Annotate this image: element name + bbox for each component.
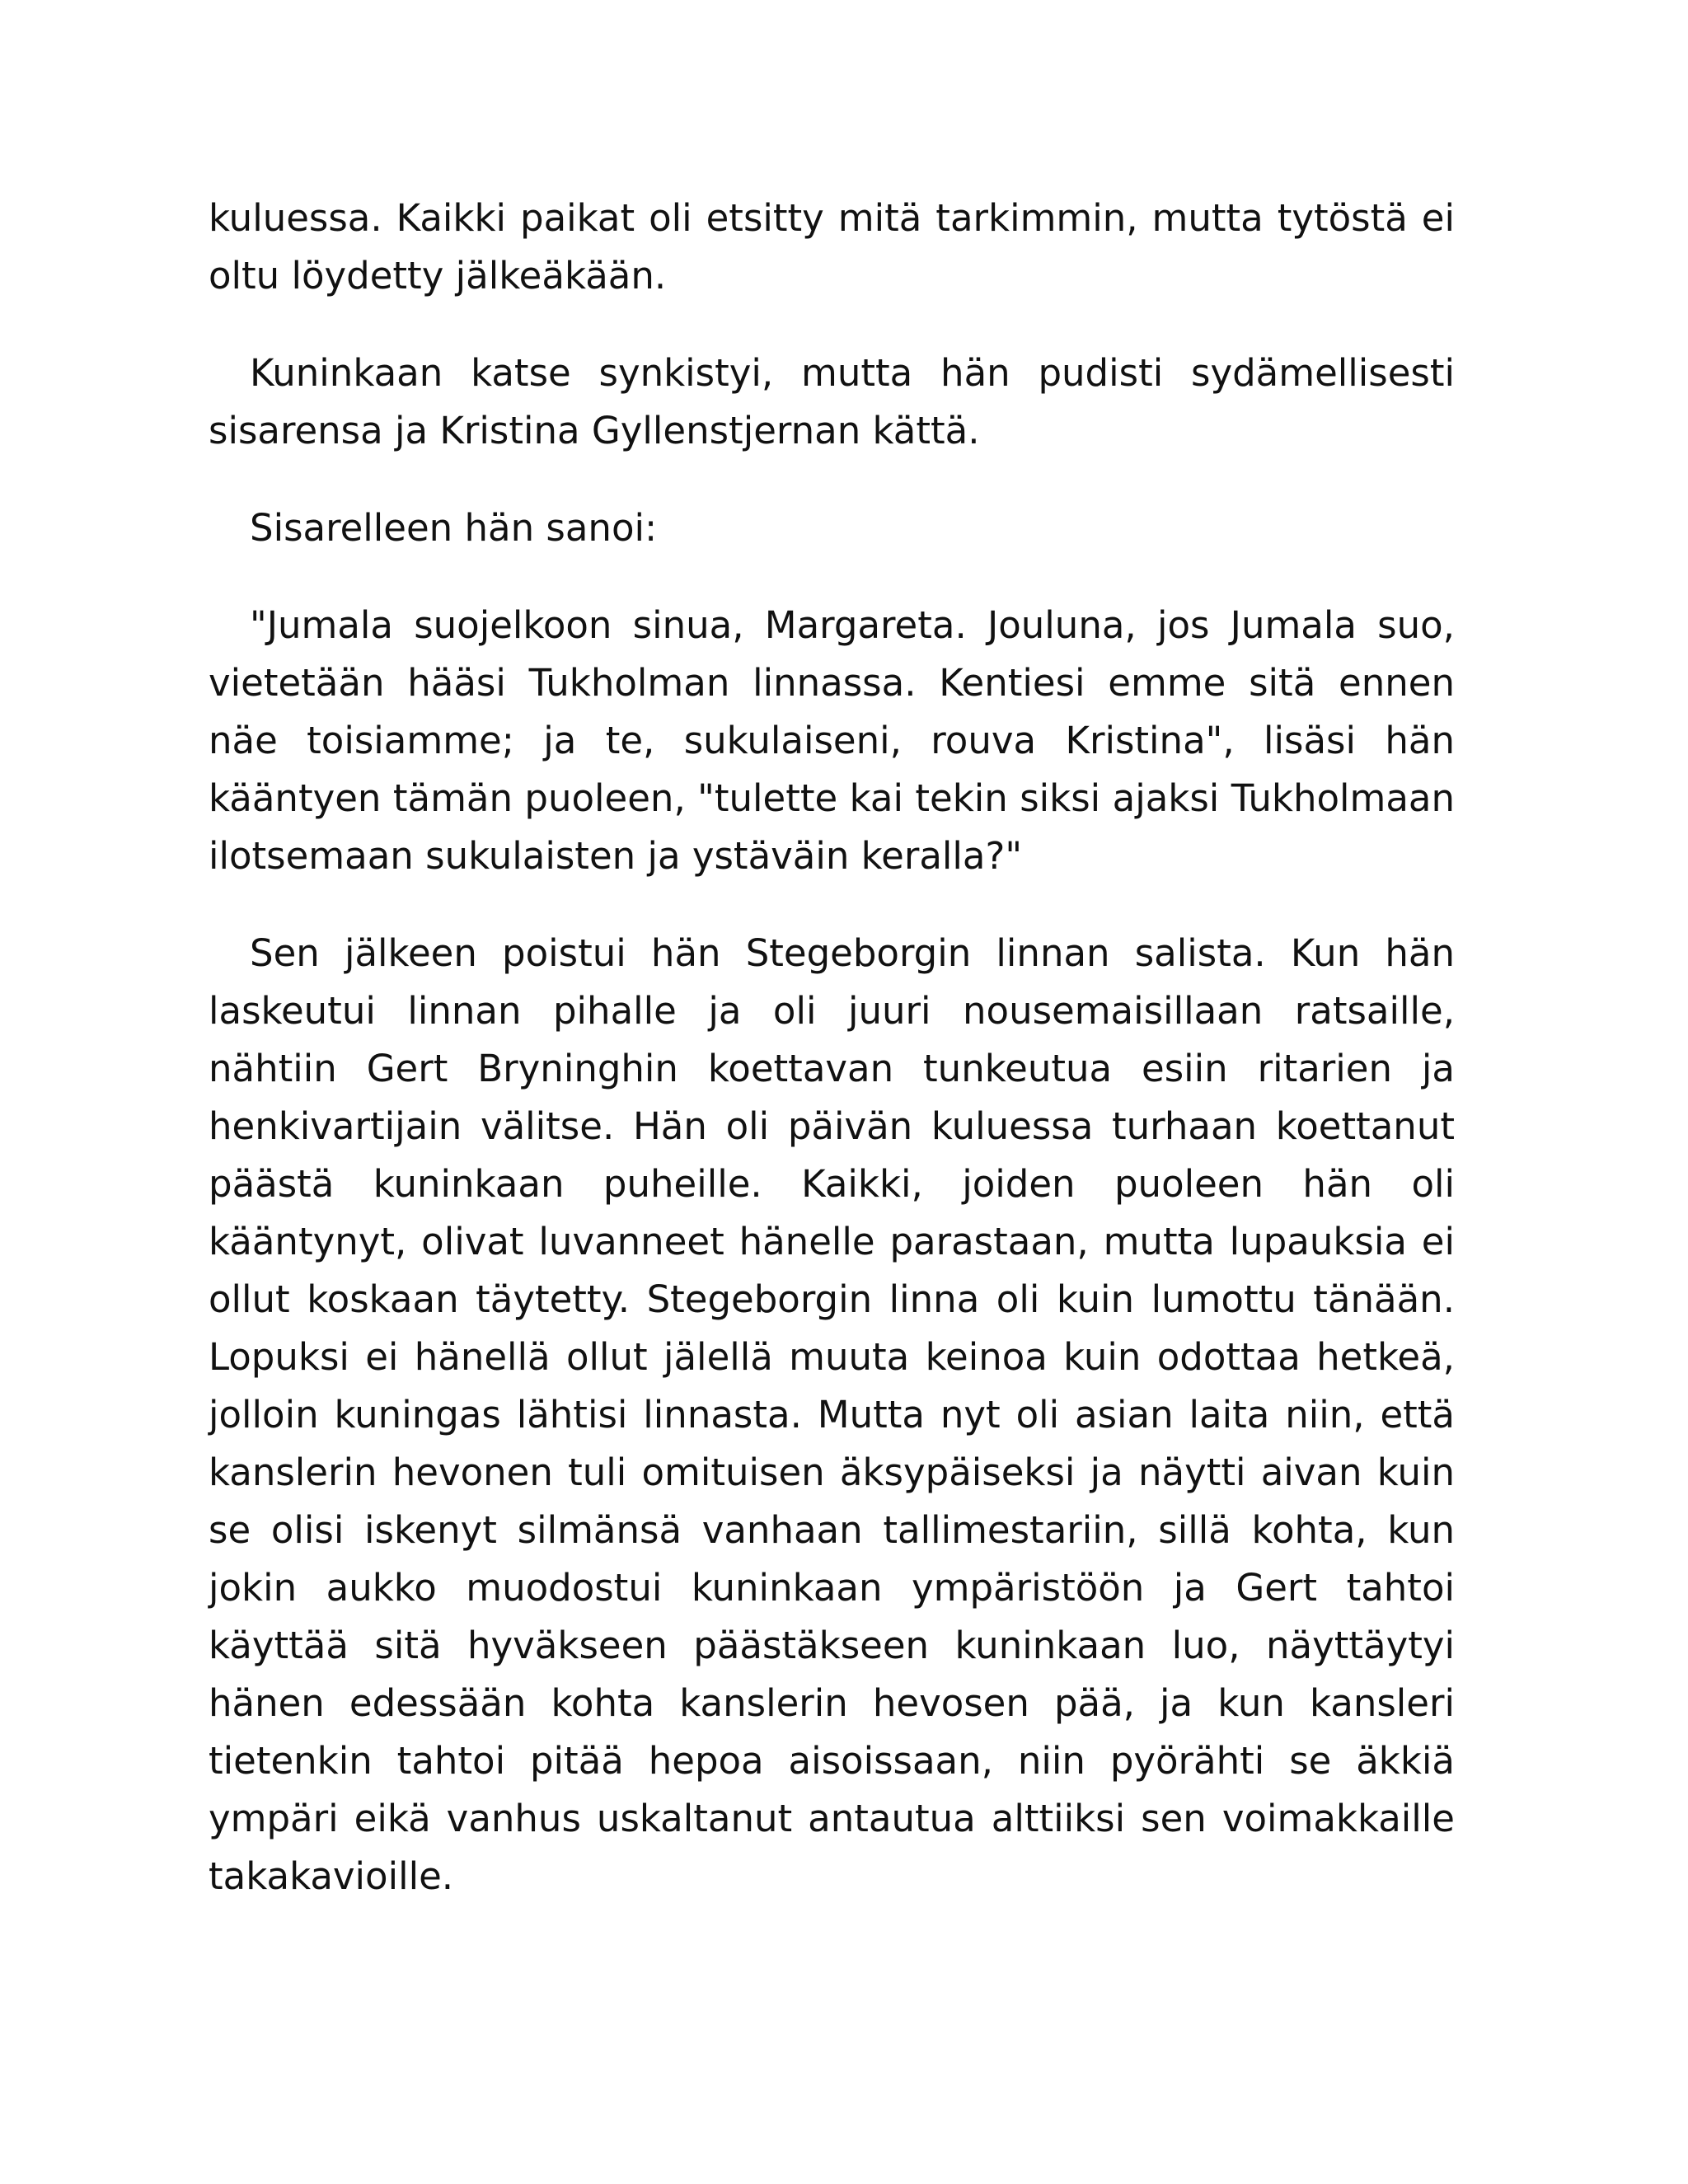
paragraph-continuation: kuluessa. Kaikki paikat oli etsitty mitä tarkimmin, mutta tytöstä ei oltu löydetty jälkeäkään. — [209, 196, 1455, 298]
paragraph: Kuninkaan katse synkistyi, mutta hän pudisti sydämellisesti sisarensa ja Kristina Gyllenstjernan kättä. — [209, 351, 1455, 452]
paragraph-dialogue: "Jumala suojelkoon sinua, Margareta. Jouluna, jos Jumala suo, vietetään hääsi Tukholman linnassa. Kentiesi emme sitä ennen näe toisiamme; ja te, sukulaiseni, rouva Kristina", lisäsi hän kääntyen tämän puoleen, "tulette kai tekin siksi ajaksi Tukholmaan ilotsemaan sukulaisten ja ystäväin keralla?" — [209, 603, 1455, 878]
paragraph: Sen jälkeen poistui hän Stegeborgin linnan salista. Kun hän laskeutui linnan pihalle ja oli juuri nousemaisillaan ratsaille, nähtiin Gert Bryninghin koettavan tunkeutua esiin ritarien ja henkivartijain välitse. Hän oli päivän kuluessa turhaan koettanut päästä kuninkaan puheille. Kaikki, joiden puoleen hän oli kääntynyt, olivat luvanneet hänelle parastaan, mutta lupauksia ei ollut koskaan täytetty. Stegeborgin linna oli kuin lumottu tänään. Lopuksi ei hänellä ollut jälellä muuta keinoa kuin odottaa hetkeä, jolloin kuningas lähtisi linnasta. Mutta nyt oli asian laita niin, että kanslerin hevonen tuli omituisen äksypäiseksi ja näytti aivan kuin se olisi iskenyt silmänsä vanhaan tallimestariin, sillä kohta, kun jokin aukko muodostui kuninkaan ympäristöön ja Gert tahtoi käyttää sitä hyväkseen päästäkseen kuninkaan luo, näyttäytyi hänen edessään kohta kanslerin hevosen pää, ja kun kansleri tietenkin tahtoi pitää hepoa aisoissaan, niin pyörähti se äkkiä ympäri eikä vanhus uskaltanut antautua alttiiksi sen voimakkaille takakavioille. — [209, 931, 1455, 1898]
paragraph: Sisarelleen hän sanoi: — [250, 506, 658, 550]
document-page — [209, 190, 1455, 1945]
